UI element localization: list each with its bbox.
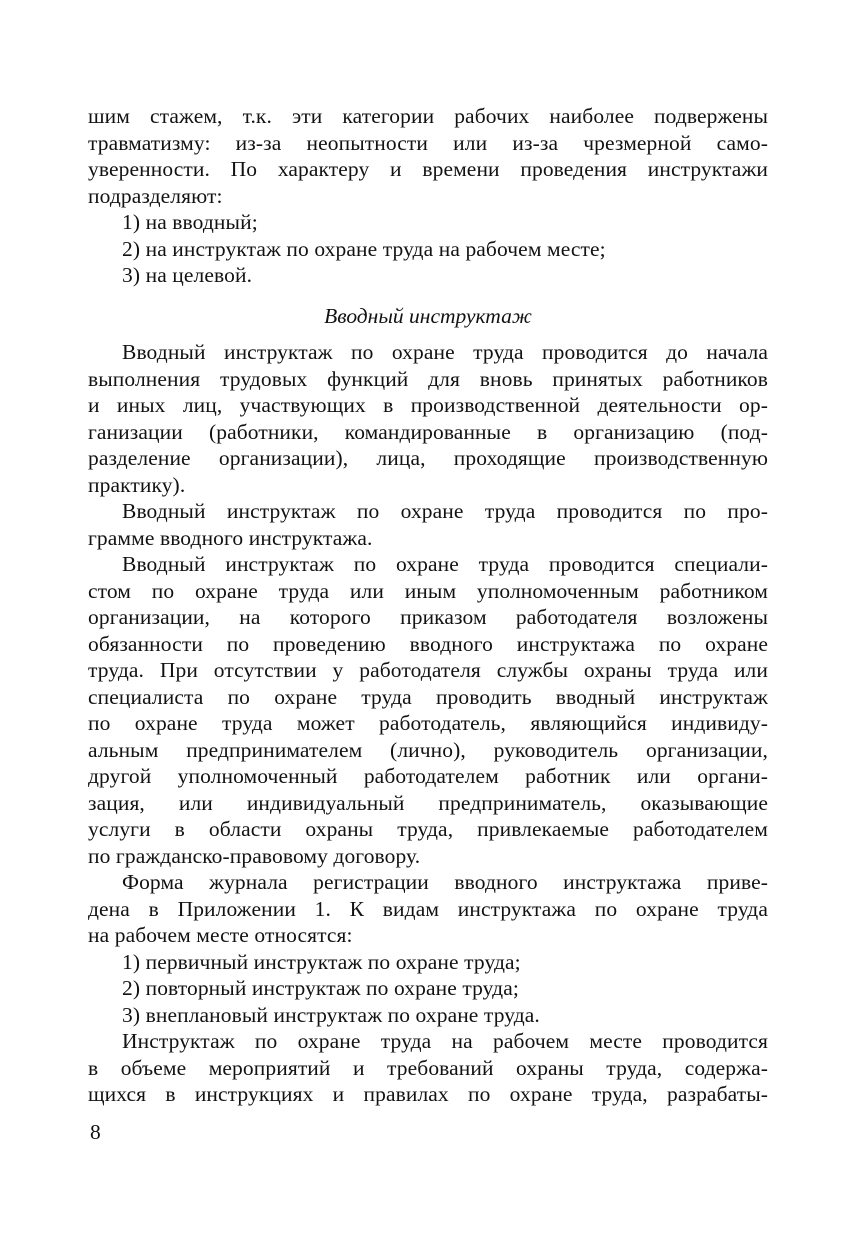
body-text-line: по охране труда может работодатель, являющийся индивиду- bbox=[88, 711, 768, 735]
body-text-line: Вводный инструктаж по охране труда проводится до начала bbox=[122, 340, 768, 364]
body-text-line: практику). bbox=[88, 472, 186, 497]
body-text-line: и иных лиц, участвующих в производственной деятельности ор- bbox=[88, 393, 768, 417]
body-text-line: по гражданско-правовому договору. bbox=[88, 843, 421, 868]
body-text-line: Вводный инструктаж по охране труда проводится по про- bbox=[122, 499, 768, 523]
body-text-line: дена в Приложении 1. К видам инструктажа по охране труда bbox=[88, 896, 768, 921]
body-text-line: в объеме мероприятий и требований охраны труда, содержа- bbox=[88, 1055, 768, 1080]
body-text-line: зация, или индивидуальный предприниматель, оказывающие bbox=[88, 790, 768, 815]
list-item: 2) повторный инструктаж по охране труда; bbox=[122, 976, 519, 1000]
body-text-line: выполнения трудовых функций для вновь принятых работников bbox=[88, 366, 768, 391]
body-text-line: обязанности по проведению вводного инструктажа по охране bbox=[88, 631, 768, 656]
page-number: 8 bbox=[90, 1120, 101, 1144]
list-item: 3) на целевой. bbox=[122, 263, 253, 287]
body-text-line: Форма журнала регистрации вводного инструктажа приве- bbox=[122, 870, 768, 894]
body-text-line: разделение организации), лица, проходящие производственную bbox=[88, 446, 768, 470]
body-text-line: специалиста по охране труда проводить вводный инструктаж bbox=[88, 684, 768, 709]
body-text-line: ганизации (работники, командированные в организацию (под- bbox=[88, 419, 768, 444]
body-text-line: альным предпринимателем (лично), руководитель организации, bbox=[88, 737, 768, 762]
list-item: 1) на вводный; bbox=[122, 210, 258, 234]
body-text-line: труда. При отсутствии у работодателя службы охраны труда или bbox=[88, 658, 768, 682]
list-item: 1) первичный инструктаж по охране труда; bbox=[122, 949, 521, 974]
body-text-line: шим стажем, т.к. эти категории рабочих наиболее подвержены bbox=[88, 104, 768, 128]
list-item: 2) на инструктаж по охране труда на рабочем месте; bbox=[122, 236, 606, 261]
body-text-line: другой уполномоченный работодателем работник или органи- bbox=[88, 764, 768, 788]
body-text-line: подразделяют: bbox=[88, 183, 223, 208]
body-text-line: стом по охране труда или иным уполномоченным работником bbox=[88, 578, 768, 603]
body-text-line: организации, на которого приказом работодателя возложены bbox=[88, 605, 768, 629]
body-text-line: уверенности. По характеру и времени проведения инструктажи bbox=[88, 157, 768, 181]
body-text-line: грамме вводного инструктажа. bbox=[88, 525, 373, 550]
text-block bbox=[88, 103, 768, 1108]
body-text-line: Вводный инструктаж по охране труда проводится специали- bbox=[122, 552, 768, 576]
body-text-line: Инструктаж по охране труда на рабочем месте проводится bbox=[122, 1029, 768, 1053]
list-item: 3) внеплановый инструктаж по охране труда. bbox=[122, 1002, 540, 1027]
body-text-line: щихся в инструкциях и правилах по охране труда, разрабаты- bbox=[88, 1082, 768, 1106]
section-heading: Вводный инструктаж bbox=[324, 303, 532, 328]
body-text-line: травматизму: из-за неопытности или из-за чрезмерной само- bbox=[88, 130, 768, 155]
body-text-line: на рабочем месте относятся: bbox=[88, 923, 353, 947]
body-text-line: услуги в области охраны труда, привлекаемые работодателем bbox=[88, 817, 768, 841]
